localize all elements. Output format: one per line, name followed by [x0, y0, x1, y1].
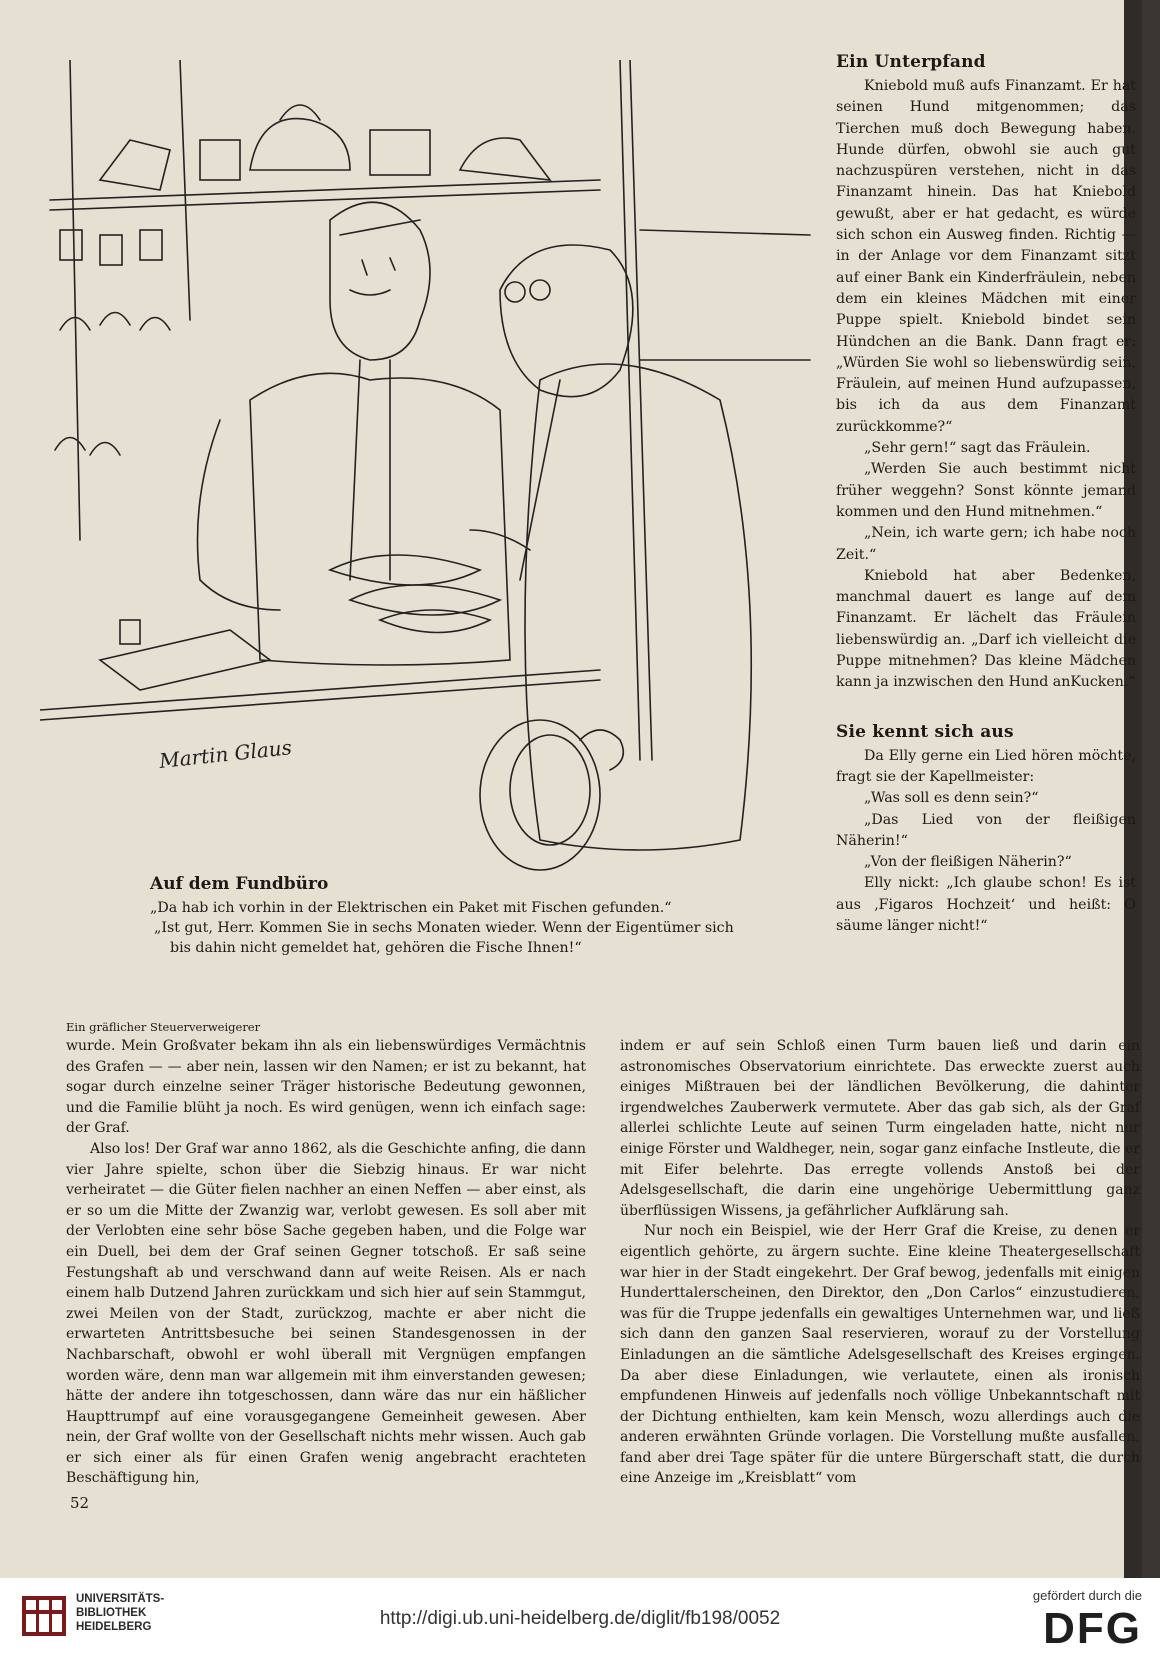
story1-title: Ein Unterpfand — [836, 52, 986, 72]
story1-paragraph: „Nein, ich warte gern; ich habe noch Zeit.“ — [836, 525, 1136, 563]
story-paragraph: indem er auf sein Schloß einen Turm bauen ließ und darin ein astronomisches Observatorium einrichtete. Das erweckte zuerst auch einiges Mißtrauen bei der ländlichen Bevölkerung, die dahinter irgendwelches Zauberwerk vermutete. Aber das gab sich, als der Graf allerlei schlichte Leute auf seinen Turm eingeladen hatte, nicht nur einige Förster und Waldheger, nein, sogar ganz einfache Instleute, die er mit Eifer belehrte. Das erregte vollends Anstoß bei der Adelsgesellschaft, die darin eine ungehörige Uebermittlung ganz überflüssigen Wissens, ja gefährlicher Aufklärung sah. — [620, 1038, 1140, 1219]
library-line: UNIVERSITÄTS- — [76, 1593, 165, 1605]
story2-paragraph: Da Elly gerne ein Lied hören möchte, fragt sie der Kapellmeister: — [836, 747, 1136, 785]
story2-paragraph: „Das Lied von der fleißigen Näherin!“ — [836, 811, 1136, 849]
caption-line: „Da hab ich vorhin in der Elektrischen ein Paket mit Fischen gefunden.“ — [150, 900, 672, 916]
dfg-logo: DFG — [1043, 1604, 1142, 1653]
right-column-anecdotes — [836, 52, 1136, 937]
story2-title: Sie kennt sich aus — [836, 721, 1014, 742]
caption-line: „Ist gut, Herr. Kommen Sie in sechs Monaten wieder. Wenn der Eigentümer sich bis dahin nicht gemeldet hat, gehören die Fische Ihnen!“ — [154, 920, 734, 956]
cartoon-drawing — [40, 60, 830, 885]
story1-paragraph: „Werden Sie auch bestimmt nicht früher weggehn? Sonst könnte jemand kommen und den Hund mitnehmen.“ — [836, 461, 1136, 520]
library-line: HEIDELBERG — [76, 1621, 152, 1633]
story-title: Ein gräflicher Steuerverweigerer — [66, 1020, 261, 1034]
story2-paragraph: Elly nickt: „Ich glaube schon! Es ist aus ‚Figaros Hochzeit‘ und heißt: O säume länger nicht!“ — [836, 875, 1136, 934]
story2-paragraph: „Von der fleißigen Näherin?“ — [864, 854, 1072, 871]
artist-signature: Martin Glaus — [158, 735, 293, 773]
permalink-url[interactable]: http://digi.ub.uni-heidelberg.de/diglit/fb198/0052 — [379, 1608, 781, 1629]
story2-paragraph: „Was soll es denn sein?“ — [864, 790, 1039, 807]
funding-label: gefördert durch die — [1032, 1588, 1142, 1603]
footer-bar — [0, 1578, 1160, 1662]
cartoon-illustration — [40, 60, 830, 885]
story1-paragraph: Kniebold muß aufs Finanzamt. Er hat seinen Hund mitgenommen; das Tierchen muß doch Bewegung haben. Hunde dürfen, obwohl sie auch gut nachzuspüren verstehen, nicht in das Finanzamt hinein. Das hat Kniebold gewußt, aber er hat gedacht, es würde sich schon ein Ausweg finden. Richtig — in der Anlage vor dem Finanzamt sitzt auf einer Bank ein Kinderfräulein, neben dem ein kleines Mädchen mit einer Puppe spielt. Kniebold bindet sein Hündchen an die Bank. Dann fragt er: „Würden Sie wohl so liebenswürdig sein, Fräulein, auf meinen Hund aufzupassen, bis ich da aus dem Finanzamt zurückkomme?“ — [836, 78, 1136, 435]
library-line: BIBLIOTHEK — [76, 1607, 147, 1619]
story-left-column — [66, 1036, 586, 1489]
story-right-column — [620, 1036, 1140, 1489]
page-number: 52 — [70, 1494, 90, 1512]
cartoon-caption — [150, 874, 750, 958]
story1-paragraph: „Sehr gern!“ sagt das Fräulein. — [864, 440, 1091, 457]
story-paragraph: wurde. Mein Großvater bekam ihn als ein liebenswürdiges Vermächtnis des Grafen — — aber nein, lassen wir den Namen; er ist zu bekannt, hat sogar durch einzelne seiner Träger historische Bedeutung gewonnen, und die Familie blüht ja noch. Es wird genügen, wenn ich einfach sage: der Graf. — [66, 1038, 586, 1137]
story-paragraph: Also los! Der Graf war anno 1862, als die Geschichte anfing, die dann vier Jahre spielte, schon über die Siebzig hinaus. Er war nicht verheiratet — die Güter fielen nachher an einen Neffen — aber einst, als er so um die Mitte der Zwanzig war, verlobt gewesen. Es soll aber mit der Verlobten eine sehr böse Sache gegeben haben, und die Folge war ein Duell, bei dem der Graf seinen Gegner totschoß. Er saß seine Festungshaft ab und verschwand dann auf weite Reisen. Als er nach einem halb Dutzend Jahren zurückkam und sich hier auf sein Stammgut, zwei Meilen von der Stadt, zurückzog, machte er aber nicht die erwarteten Antrittsbesuche bei seinen Standesgenossen in der Nachbarschaft, obwohl er wohl überall mit Vergnügen empfangen worden wäre, denn man war allgemein mit ihm einverstanden gewesen; hätte der andere ihn totgeschossen, dann wäre das nur ein häßlicher Haupttrumpf auf eine vorausgegangene Gemeinheit gewesen. Aber nein, der Graf wollte von der Gesellschaft nichts mehr wissen. Auch gab er sich einer als für einen Grafen wenig angebracht erachteten Beschäftigung hin, — [66, 1140, 586, 1487]
story-paragraph: Nur noch ein Beispiel, wie der Herr Graf die Kreise, zu denen er eigentlich gehörte, zu ärgern suchte. Eine kleine Theatergesellschaft war hier in der Stadt eingekehrt. Der Graf bewog, jedenfalls mit einigen Hunderttalerscheinen, den Direktor, den „Don Carlos“ einzustudieren, was für die Truppe jedenfalls ein gewaltiges Unternehmen war, und ließ sich dann den ganzen Saal reservieren, worauf zu der Vorstellung Einladungen an die sämtliche Adelsgesellschaft des Kreises ergingen. Da aber diese Einladungen, wie verlautete, einen als ironisch empfundenen Hinweis auf jedenfalls noch völlige Unbekanntschaft mit der Dichtung enthielten, kam kein Mensch, wozu allerdings auch die anderen erwähnten Gründe vorlagen. Die Vorstellung mußte ausfallen, fand aber drei Tage später für die untere Bürgerschaft statt, die durch eine Anzeige im „Kreisblatt“ vom — [620, 1223, 1140, 1487]
story1-paragraph: Kniebold hat aber Bedenken, manchmal dauert es lange auf dem Finanzamt. Er lächelt das Fräulein liebenswürdig an. „Darf ich vielleicht die Puppe mitnehmen? Das kleine Mädchen kann ja inzwischen den Hund anKucken.“ — [836, 567, 1136, 691]
caption-title: Auf dem Fundbüro — [150, 874, 329, 894]
